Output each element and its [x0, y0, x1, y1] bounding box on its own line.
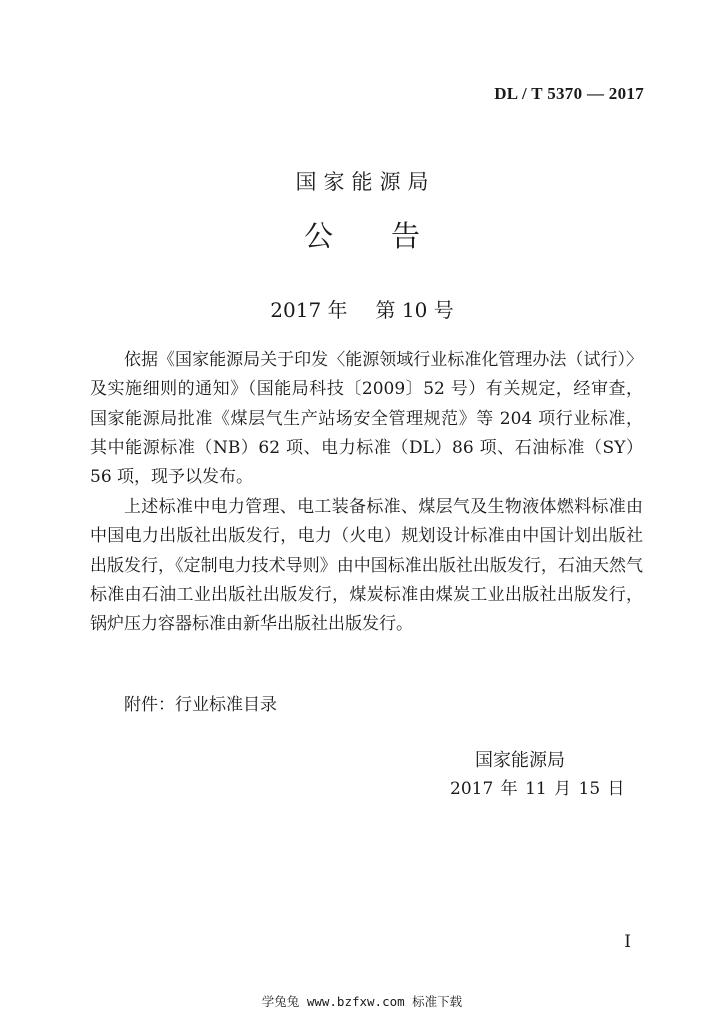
body-paragraph-2: 上述标准中电力管理、电工装备标准、煤层气及生物液体燃料标准由中国电力出版社出版发行，电力（火电）规划设计标准由中国计划出版社出版发行，《定制电力技术导则》由中国标准出版社出版发行，石油天然气标准由石油工业出版社出版发行，煤炭标准由煤炭工业出版社出版发行，锅炉压力容器标准由新华出版社出版发行。: [90, 497, 643, 635]
document-code: DL / T 5370 — 2017: [494, 84, 644, 103]
footer-watermark: 学兔兔 www.bzfxw.com 标准下载: [261, 994, 463, 1009]
issuing-authority: 国家能源局: [295, 170, 436, 194]
page-number: I: [624, 932, 631, 952]
body-paragraph-1: 依据《国家能源局关于印发〈能源领域行业标准化管理办法（试行）〉及实施细则的通知》（国能局科技〔2009〕52 号）有关规定，经审查，国家能源局批准《煤层气生产站场安全管理规范》等 204 项行业标准，其中能源标准（NB）62 项、电力标准（DL）86 项、石油标准（SY）56 项，现予以发布。: [90, 350, 643, 488]
notice-title: 公告: [303, 219, 478, 253]
notice-number: 第 10 号: [375, 298, 454, 322]
attachment-line: 附件：行业标准目录: [124, 695, 277, 715]
notice-issue-number: [0, 294, 724, 323]
notice-year: 2017 年: [270, 298, 348, 322]
signature-issuer: 国家能源局: [475, 750, 565, 771]
signature-date: 2017 年 11 月 15 日: [450, 779, 625, 799]
